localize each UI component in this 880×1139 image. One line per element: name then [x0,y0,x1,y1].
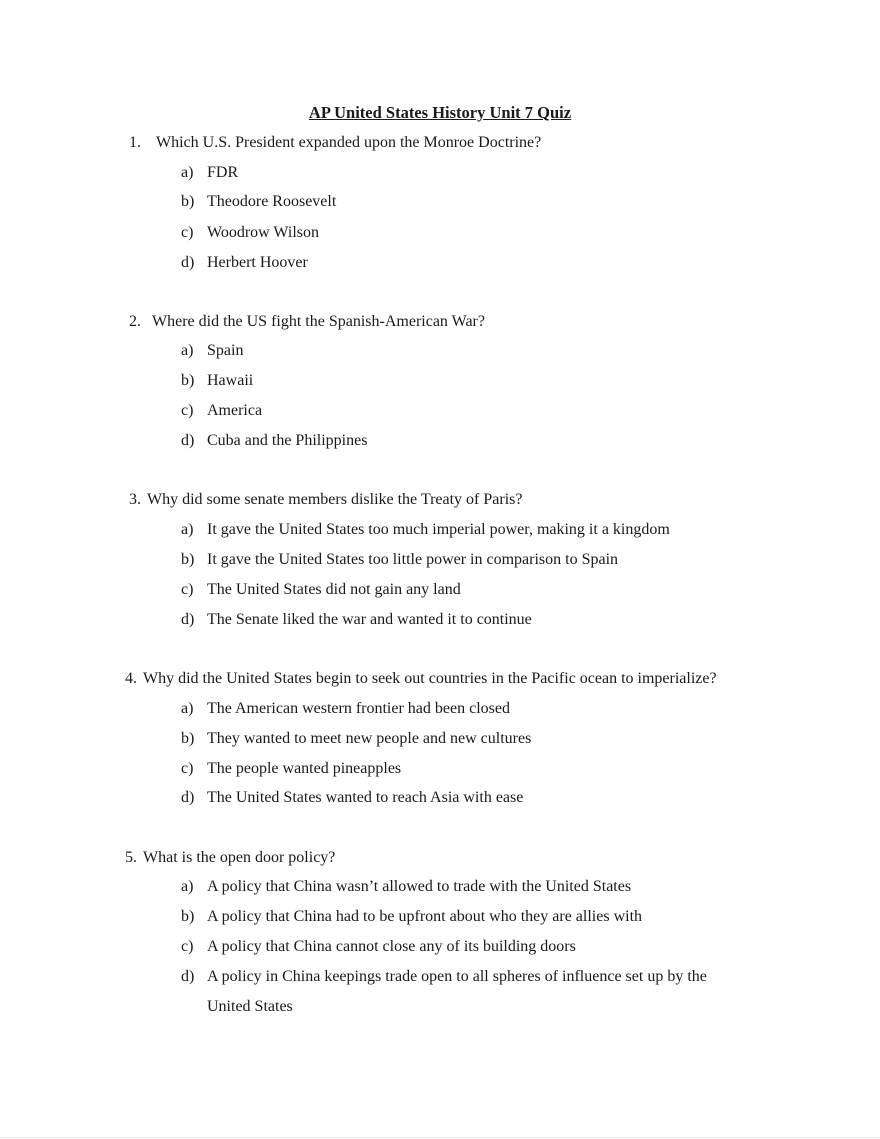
page-edge [0,1137,880,1138]
option-text: A policy that China cannot close any of its building doors [207,938,576,955]
option-text: Woodrow Wilson [207,224,319,241]
option-text-continuation: United States [207,998,293,1015]
question-number: 5. [125,849,137,866]
page-title: AP United States History Unit 7 Quiz [308,103,572,122]
option-letter: b) [181,908,195,925]
option-text: It gave the United States too much imperial power, making it a kingdom [207,521,670,538]
option-letter: a) [181,521,194,538]
option-text: It gave the United States too little power in comparison to Spain [207,551,619,568]
option-letter: a) [181,164,194,181]
question-text: Which U.S. President expanded upon the Monroe Doctrine? [156,134,542,151]
option-letter: d) [181,789,195,806]
question-5 [125,848,335,868]
option-letter: c) [181,581,194,598]
option-letter: d) [181,611,195,628]
question-text: Where did the US fight the Spanish-American War? [152,313,485,330]
option-text: A policy that China wasn’t allowed to trade with the United States [207,878,632,895]
option-text: The American western frontier had been closed [207,700,510,717]
option-text: Cuba and the Philippines [207,432,368,449]
option-letter: c) [181,224,194,241]
option-letter: b) [181,193,195,210]
option-letter: c) [181,402,194,419]
option-letter: a) [181,342,194,359]
option-letter: d) [181,968,195,985]
question-text: What is the open door policy? [143,849,336,866]
question-number: 3. [129,491,141,508]
option-letter: b) [181,372,195,389]
option-text: The Senate liked the war and wanted it to continue [207,611,532,628]
option-text: A policy in China keepings trade open to all spheres of influence set up by the [207,968,707,985]
question-number: 1. [129,134,141,151]
question-number: 2. [129,313,141,330]
option-letter: a) [181,878,194,895]
option-text: They wanted to meet new people and new cultures [207,730,532,747]
question-number: 4. [125,670,137,687]
option-letter: c) [181,938,194,955]
option-text: Spain [207,342,244,359]
question-text: Why did some senate members dislike the Treaty of Paris? [147,491,523,508]
option-letter: d) [181,254,195,271]
option-letter: c) [181,760,194,777]
option-letter: b) [181,730,195,747]
option-letter: a) [181,700,194,717]
option-text: Hawaii [207,372,254,389]
option-text: The United States wanted to reach Asia with ease [207,789,524,806]
question-text: Why did the United States begin to seek out countries in the Pacific ocean to imperialize? [143,670,717,687]
option-text: Theodore Roosevelt [207,193,337,210]
option-text: The people wanted pineapples [207,760,402,777]
question-1 [129,133,541,153]
option-text: Herbert Hoover [207,254,308,271]
question-3 [129,490,522,510]
option-letter: b) [181,551,195,568]
question-4 [125,669,717,689]
option-text: The United States did not gain any land [207,581,461,598]
option-letter: d) [181,432,195,449]
option-text: A policy that China had to be upfront about who they are allies with [207,908,643,925]
option-text: FDR [207,164,239,181]
question-2 [129,312,485,332]
option-text: America [207,402,263,419]
